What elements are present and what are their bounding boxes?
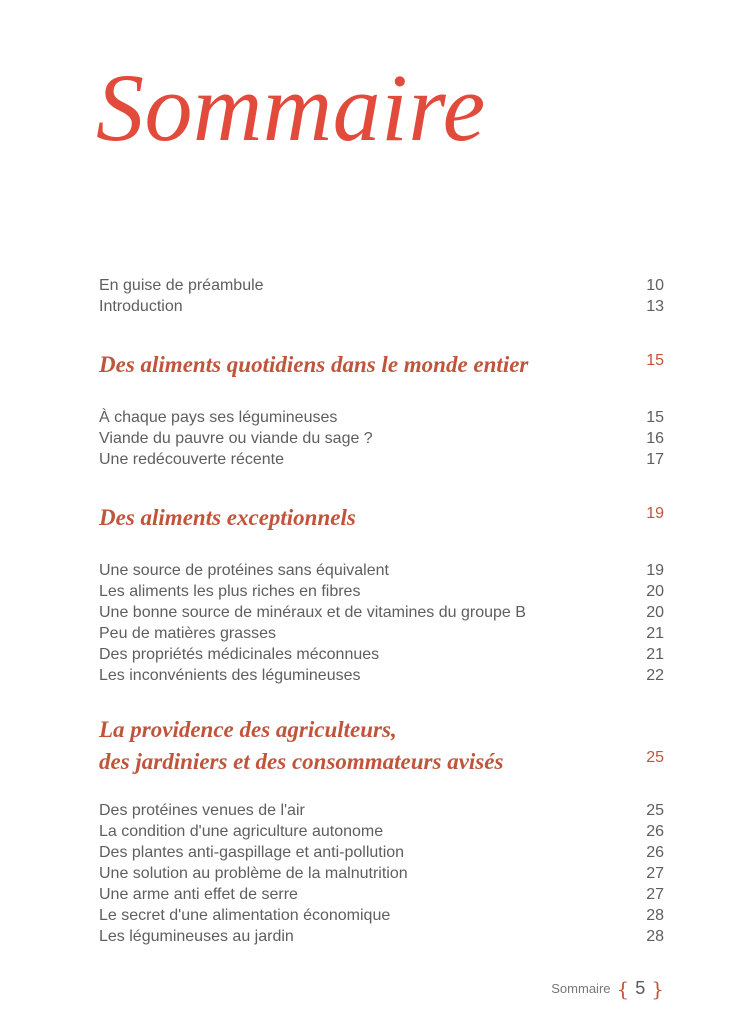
toc-entry[interactable] <box>99 275 664 296</box>
toc-entry[interactable] <box>99 926 664 947</box>
toc-entry[interactable] <box>99 842 664 863</box>
toc-section-heading[interactable] <box>99 498 664 534</box>
toc-entry[interactable] <box>99 602 664 623</box>
toc-section-heading[interactable] <box>99 345 664 381</box>
toc-entry-label: Des propriétés médicinales méconnues <box>99 646 380 663</box>
toc-entry[interactable] <box>99 449 664 470</box>
toc-entry-page: 25 <box>646 802 664 819</box>
toc-entry-label: Des protéines venues de l'air <box>99 802 305 819</box>
footer-label: Sommaire <box>551 981 611 996</box>
toc-entry-page: 27 <box>646 886 664 903</box>
toc-entry-page: 26 <box>646 844 664 861</box>
toc-entry-page: 19 <box>646 562 664 579</box>
toc-section-heading[interactable] <box>99 714 664 778</box>
toc-entry[interactable] <box>99 623 664 644</box>
footer-brace-close: } <box>651 976 664 1001</box>
toc-entry[interactable] <box>99 863 664 884</box>
toc-section-title: Des aliments quotidiens dans le monde entier <box>99 352 529 377</box>
toc-entry[interactable] <box>99 581 664 602</box>
toc-section-items <box>99 560 664 686</box>
toc-entry[interactable] <box>99 296 664 317</box>
toc-entry-label: Le secret d'une alimentation économique <box>99 907 391 924</box>
toc-entry-page: 20 <box>646 583 664 600</box>
toc-entry-page: 17 <box>646 451 664 468</box>
table-of-contents <box>99 275 664 947</box>
toc-section-items <box>99 800 664 947</box>
toc-entry[interactable] <box>99 800 664 821</box>
toc-section-title: La providence des agriculteurs, des jardiniers et des consommateurs avisés <box>99 717 504 774</box>
toc-entry-label: Introduction <box>99 298 183 315</box>
toc-entry-page: 15 <box>646 409 664 426</box>
toc-entry-page: 13 <box>646 298 664 315</box>
toc-section-page: 15 <box>646 352 664 369</box>
toc-entry-label: Les inconvénients des légumineuses <box>99 667 361 684</box>
toc-section-page: 19 <box>646 505 664 522</box>
toc-entry-page: 22 <box>646 667 664 684</box>
toc-entry-page: 27 <box>646 865 664 882</box>
toc-entry-label: Une redécouverte récente <box>99 451 284 468</box>
footer-brace-open: { <box>616 976 630 1001</box>
toc-intro-group <box>99 275 664 317</box>
toc-entry-page: 16 <box>646 430 664 447</box>
toc-entry-page: 28 <box>646 907 664 924</box>
toc-entry-label: Une arme anti effet de serre <box>99 886 298 903</box>
toc-entry-label: Peu de matières grasses <box>99 625 276 642</box>
toc-entry-label: Les aliments les plus riches en fibres <box>99 583 361 600</box>
toc-entry[interactable] <box>99 428 664 449</box>
toc-entry-page: 20 <box>646 604 664 621</box>
toc-section-title: Des aliments exceptionnels <box>99 505 356 530</box>
toc-entry-label: Une solution au problème de la malnutrition <box>99 865 408 882</box>
toc-entry-label: Une bonne source de minéraux et de vitamines du groupe B <box>99 604 526 621</box>
toc-entry-label: Des plantes anti-gaspillage et anti-pollution <box>99 844 405 861</box>
toc-entry-page: 28 <box>646 928 664 945</box>
toc-entry[interactable] <box>99 644 664 665</box>
toc-entry-label: En guise de préambule <box>99 277 264 294</box>
page-title: Sommaire <box>96 54 486 161</box>
toc-entry[interactable] <box>99 407 664 428</box>
toc-entry-page: 21 <box>646 646 664 663</box>
toc-entry-label: Une source de protéines sans équivalent <box>99 562 389 579</box>
toc-entry-page: 21 <box>646 625 664 642</box>
toc-entry[interactable] <box>99 560 664 581</box>
toc-entry[interactable] <box>99 884 664 905</box>
toc-entry-label: La condition d'une agriculture autonome <box>99 823 384 840</box>
toc-section-page: 25 <box>646 749 664 766</box>
toc-entry[interactable] <box>99 665 664 686</box>
toc-entry-label: Les légumineuses au jardin <box>99 928 294 945</box>
toc-entry[interactable] <box>99 905 664 926</box>
footer-page-number: 5 <box>635 978 646 998</box>
page-footer <box>551 978 664 999</box>
toc-entry-label: À chaque pays ses légumineuses <box>99 409 338 426</box>
toc-section-items <box>99 407 664 470</box>
toc-entry-label: Viande du pauvre ou viande du sage ? <box>99 430 373 447</box>
toc-entry-page: 10 <box>646 277 664 294</box>
toc-entry[interactable] <box>99 821 664 842</box>
toc-entry-page: 26 <box>646 823 664 840</box>
